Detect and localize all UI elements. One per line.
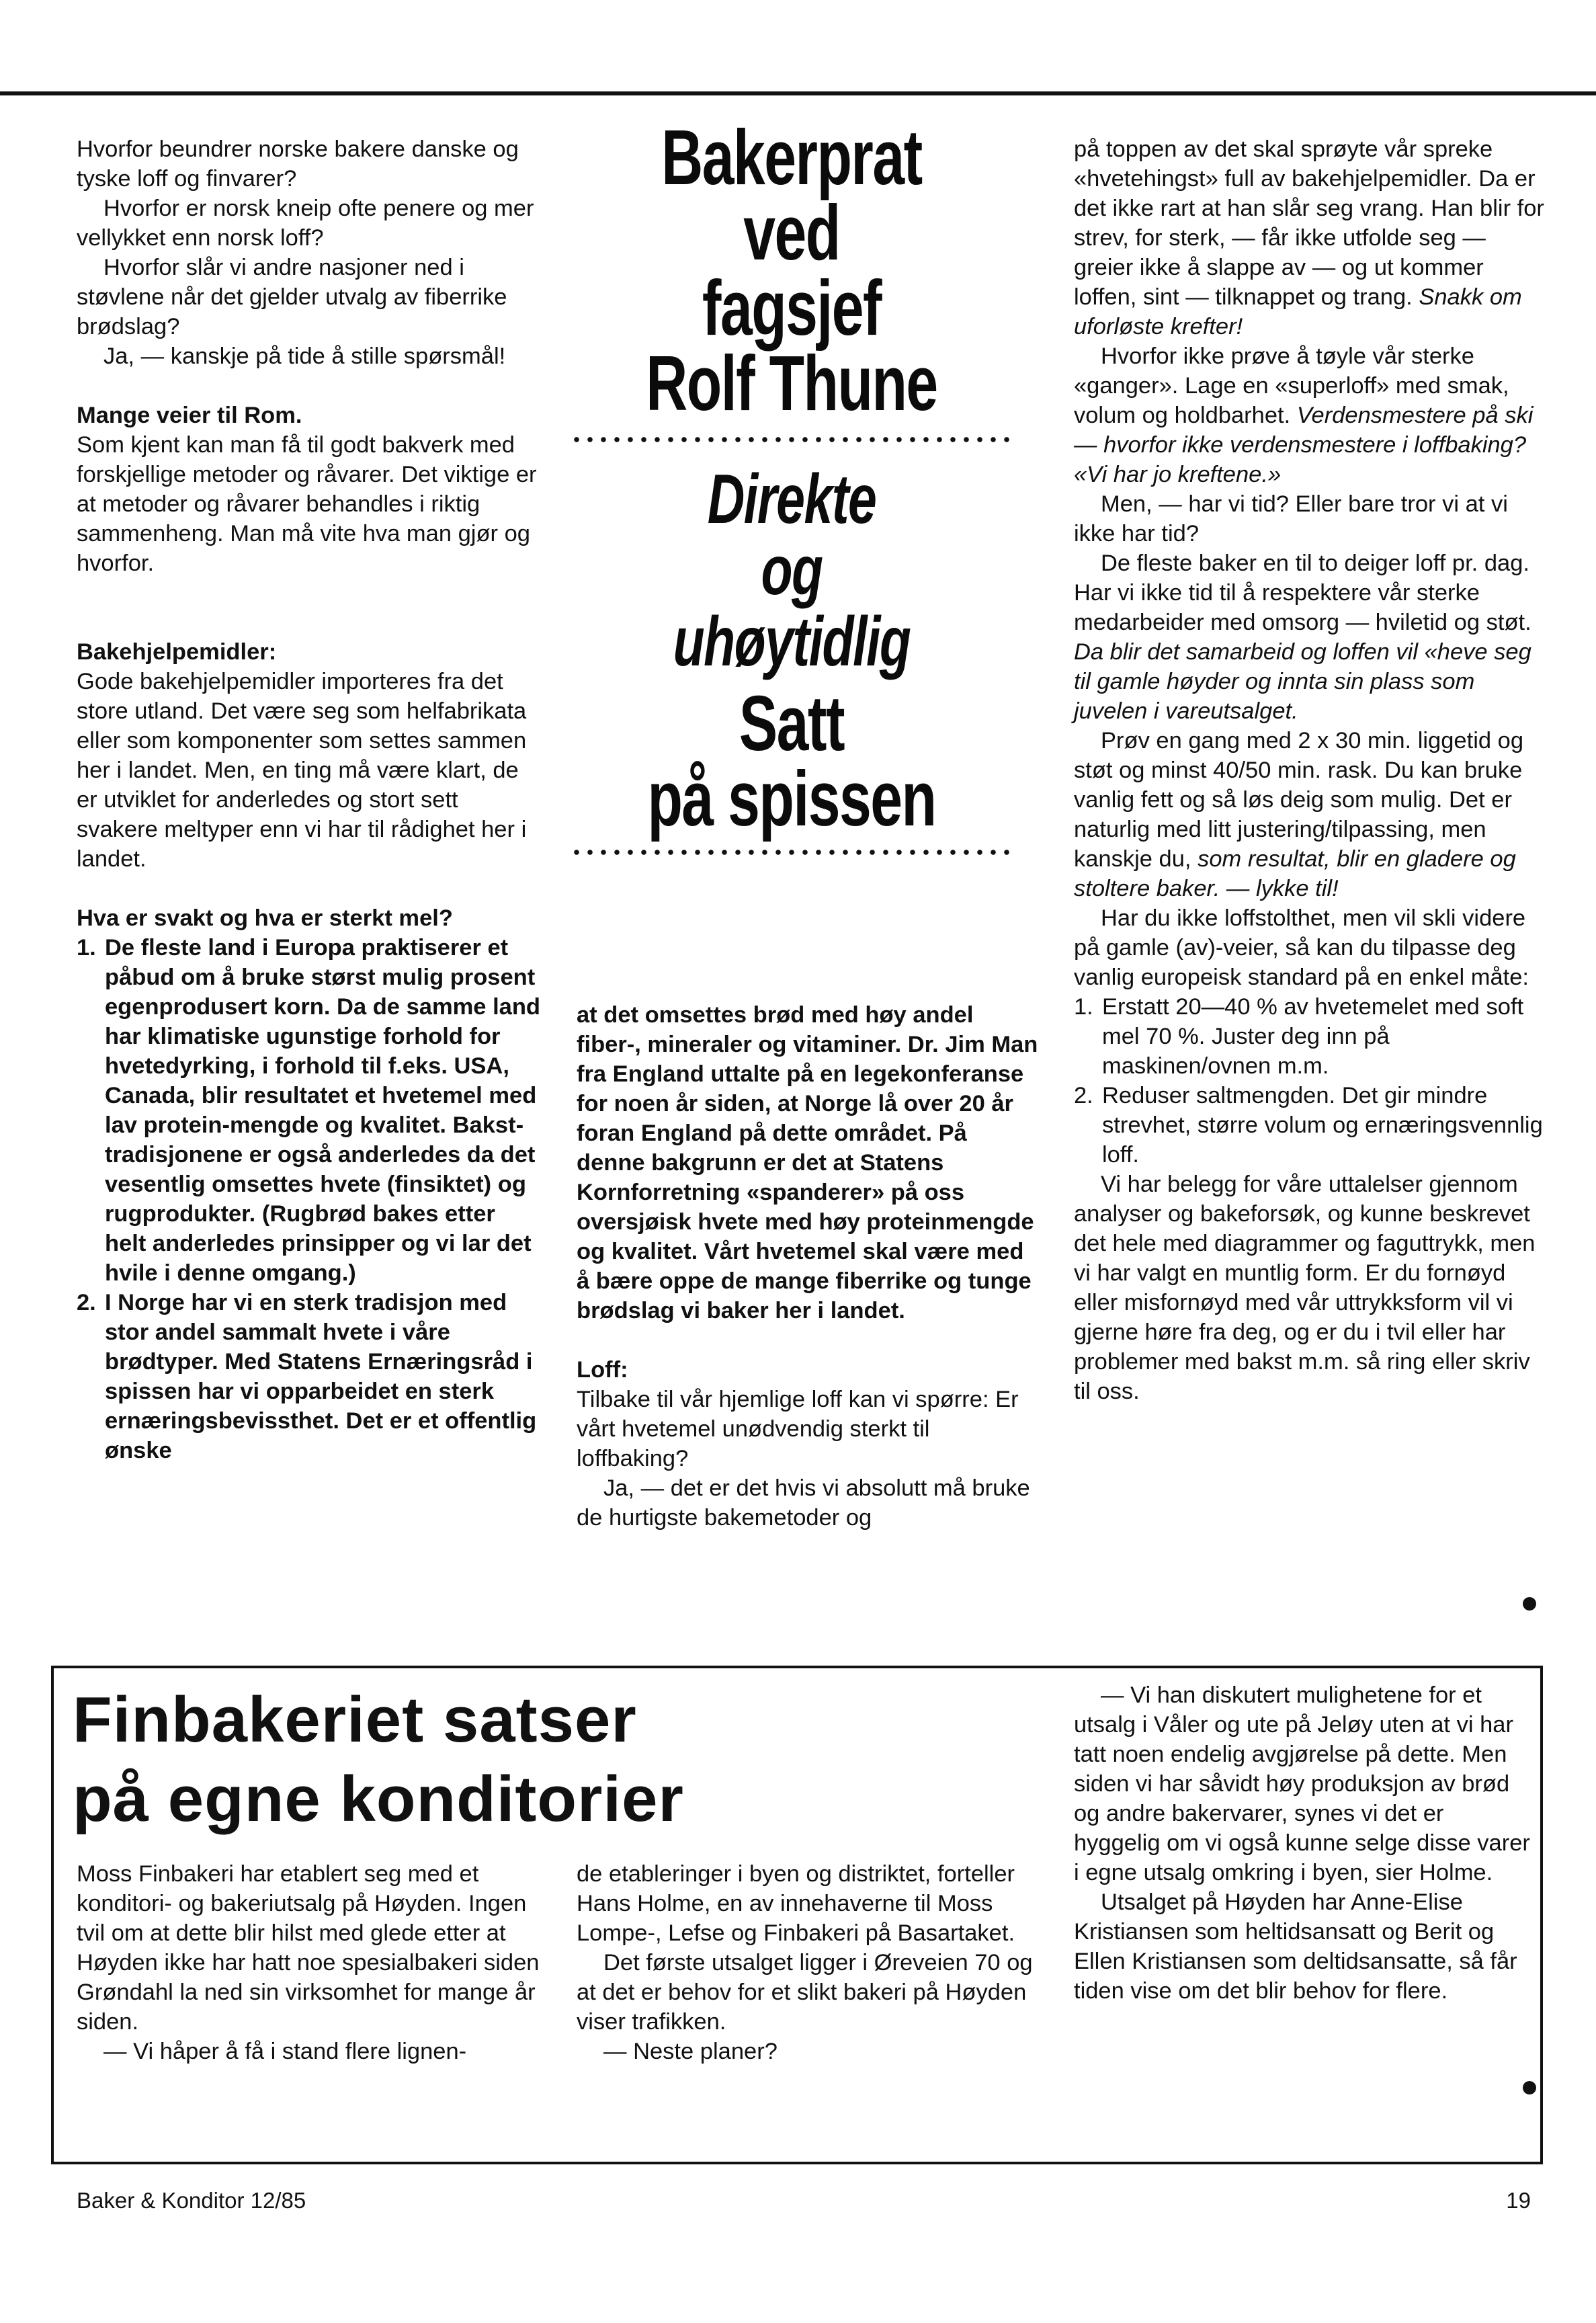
italic-run: Snakk om uforløste krefter! [1074,284,1522,339]
subheading-loff: Loff: [577,1357,628,1383]
numbered-list-tips [1074,992,1544,1170]
list-number: 1. [77,935,96,961]
italic-run: Da blir det samarbeid og loffen vil «heve seg til gamle høyder og innta sin plass som juvelen i vareutsalget. [1074,639,1531,724]
boxed-article-title [73,1680,1047,1839]
article-column-1 [77,134,540,1465]
paragraph-superloff [1074,341,1544,489]
list-item-text: Erstatt 20—40 % av hvetemelet med soft mel 70 %. Juster deg inn på maskinen/ovnen m.m. [1102,994,1524,1079]
text-run: De fleste baker en til to deiger loff pr. dag. Har vi ikke tid til å respektere vår sterke medarbeider med omsorg — hviletid og støt. [1074,551,1531,635]
box-paragraph: — Vi håper å få i stand flere lignen- [103,2039,467,2064]
end-bullet [1523,1597,1536,1611]
end-bullet [1523,2081,1536,2094]
dotted-divider [570,848,1013,856]
list-item [77,1288,540,1465]
paragraph-tid: Men, — har vi tid? Eller bare tror vi at vi ikke har tid? [1074,491,1508,546]
article-column-2 [577,1000,1040,1533]
box-paragraph: de etableringer i byen og distriktet, forteller Hans Holme, en av innehaverne til Moss Lompe-, Lefse og Finbakeri på Basartaket. [577,1861,1015,1946]
intro-question-2: Hvorfor er norsk kneip ofte penere og mer vellykket enn norsk loff? [77,196,534,251]
list-item [1074,1081,1544,1170]
italic-run: Verdensmestere på ski — hvorfor ikke verdensmestere i loffbaking? «Vi har jo kreftene.» [1074,403,1534,487]
box-column-1 [77,1859,540,2066]
subheading-mange-veier: Mange veier til Rom. [77,403,302,428]
italic-run: som resultat, blir en gladere og stoltere baker. — lykke til! [1074,846,1516,901]
subheading-svakt-sterkt: Hva er svakt og hva er sterkt mel? [77,905,453,931]
paragraph-bakehjelpemidler: Gode bakehjelpemidler importeres fra det store utland. Det være seg som helfabrikata eller som komponenter som settes sammen her i landet. Men, en ting må være klart, de er utviklet for anderledes og stort sett svakere meltyper enn vi har til rådighet her i landet. [77,669,527,872]
intro-question-1: Hvorfor beundrer norske bakere danske og tyske loff og finvarer? [77,136,519,192]
text-run: på toppen av det skal sprøyte vår spreke «hvetehingst» full av bakehjelpemidler. Da er det ikke rart at han slår seg vrang. Han blir for strev, for sterk, — får ikke utfolde seg — greier ikke å slappe av — og ut kommer loffen, sint — tilknappet og trang. [1074,136,1544,310]
intro-question-4: Ja, — kanskje på tide å stille spørsmål! [103,343,506,369]
headline-line: Rolf Thune [646,339,937,427]
paragraph-loff-2: Ja, — det er det hvis vi absolutt må bruke de hurtigste bakemetoder og [577,1475,1030,1531]
paragraph-hvetehingst [1074,134,1544,341]
list-item [77,933,540,1288]
paragraph-belegg: Vi har belegg for våre uttalelser gjennom analyser og bakeforsøk, og kunne beskrevet det hele med diagrammer og faguttrykk, men vi har valgt en muntlig form. Er du fornøyd eller misfornøyd med vår uttrykksform vil vi gjerne høre fra deg, og er du i tvil eller har problemer med bakst m.m. så ring eller skriv til oss. [1074,1172,1536,1404]
box-column-2 [577,1859,1040,2066]
top-rule [0,91,1596,95]
box-paragraph: Det første utsalget ligger i Øreveien 70 og at det er behov for et slikt bakeri på Høyden viser trafikken. [577,1950,1033,2035]
dotted-divider [570,436,1013,444]
list-item-text: Reduser saltmengden. Det gir mindre strevhet, større volum og ernæringsvennlig loff. [1102,1083,1543,1168]
box-paragraph: — Neste planer? [603,2039,778,2064]
headline-line: fagsjef [702,264,882,352]
footer-publication: Baker & Konditor 12/85 [77,2188,306,2213]
numbered-list-mel [77,933,540,1465]
list-item-text: I Norge har vi en sterk tradisjon med stor andel sammalt hvete i våre brødtyper. Med Statens Ernæringsråd i spissen har vi opparbeidet en sterk ernæringsbevissthet. Det er et offentlig ønske [105,1290,537,1463]
box-column-3 [1074,1680,1531,2006]
subtitle-bold-line: på spissen [647,755,936,842]
subtitle-bold-line: Satt [739,680,845,767]
paragraph-deiger [1074,548,1544,726]
paragraph-loff-1: Tilbake til vår hjemlige loff kan vi spørre: Er vårt hvetemel unødvendig sterkt til loffbaking? [577,1387,1019,1471]
title-line: på egne konditorier [73,1763,684,1835]
box-paragraph: Utsalget på Høyden har Anne-Elise Kristiansen som heltidsansatt og Berit og Ellen Kristiansen som deltidsansatte, så får tiden vise om det blir behov for flere. [1074,1889,1517,2004]
headline-line: ved [743,189,840,276]
headline-line: Bakerprat [661,114,922,201]
paragraph-loffstolthet: Har du ikke loffstolthet, men vil skli videre på gamle (av)-veier, så kan du tilpasse deg vanlig europeisk standard på en enkel måte: [1074,905,1529,990]
title-line: Finbakeriet satser [73,1684,637,1756]
box-paragraph: Moss Finbakeri har etablert seg med et konditori- og bakeriutsalg på Høyden. Ingen tvil om at dette blir hilst med glede etter at Høyden ikke har hatt noe spesialbakeri siden Grøndahl la ned sin virksomhet for mange år siden. [77,1861,540,2035]
subtitle-italic-line: og [761,532,823,610]
article-headline [570,114,1013,877]
list-number: 1. [1074,994,1093,1020]
paragraph-mange-veier: Som kjent kan man få til godt bakverk med forskjellige metoder og råvarer. Det viktige er at metoder og råvarer behandles i riktig sammenheng. Man må vite hva man gjør og hvorfor. [77,432,537,576]
text-run: Hvorfor ikke prøve å tøyle vår sterke «ganger». Lage en «superloff» med smak, volum og holdbarhet. [1074,343,1509,428]
subheading-bakehjelpemidler: Bakehjelpemidler: [77,639,277,665]
paragraph-fiber: at det omsettes brød med høy andel fiber-, mineraler og vitaminer. Dr. Jim Man fra England uttalte på en legekonferanse for noen år siden, at Norge lå over 20 år foran England på dette området. På denne bakgrunn er det at Statens Kornforretning «spanderer» på oss oversjøisk hvete med høy proteinmengde og kvalitet. Vårt hvetemel skal være med å bære oppe de mange fiberrike og tunge brødslag vi baker her i landet. [577,1002,1038,1323]
list-number: 2. [77,1290,96,1315]
paragraph-liggetid [1074,726,1544,903]
intro-question-3: Hvorfor slår vi andre nasjoner ned i støvlene når det gjelder utvalg av fiberrike brødslag? [77,255,507,339]
list-number: 2. [1074,1083,1093,1108]
page-number: 19 [1506,2188,1531,2213]
subtitle-italic-line: Direkte [707,460,876,538]
box-paragraph: — Vi han diskutert mulighetene for et utsalg i Våler og ute på Jeløy uten at vi har tatt noen endelig avgjørelse på dette. Men siden vi har såvidt høy produksjon av brød og andre bakervarer, synes vi det er hyggelig om vi også kunne selge disse varer i egne utsalg omkring i byen, sier Holme. [1074,1682,1530,1885]
text-run: Prøv en gang med 2 x 30 min. liggetid og støt og minst 40/50 min. rask. Du kan bruke vanlig fett og så løs deig som mulig. Det er naturlig med litt justering/tilpassing, men kanskje du, [1074,728,1524,872]
list-item [1074,992,1544,1081]
subtitle-italic-line: uhøytidlig [673,603,911,681]
list-item-text: De fleste land i Europa praktiserer et påbud om å bruke størst mulig prosent egenprodusert korn. Da de samme land har klimatiske ugunstige forhold for hvetedyrking, i forhold til f.eks. USA, Canada, blir resultatet et hvetemel med lav protein-mengde og kvalitet. Bakst-tradisjonene er også anderledes da det vesentlig omsettes hvete (finsiktet) og rugprodukter. (Rugbrød bakes etter helt anderledes prinsipper og vi lar det hvile i denne omgang.) [105,935,541,1286]
article-column-3 [1074,134,1544,1406]
